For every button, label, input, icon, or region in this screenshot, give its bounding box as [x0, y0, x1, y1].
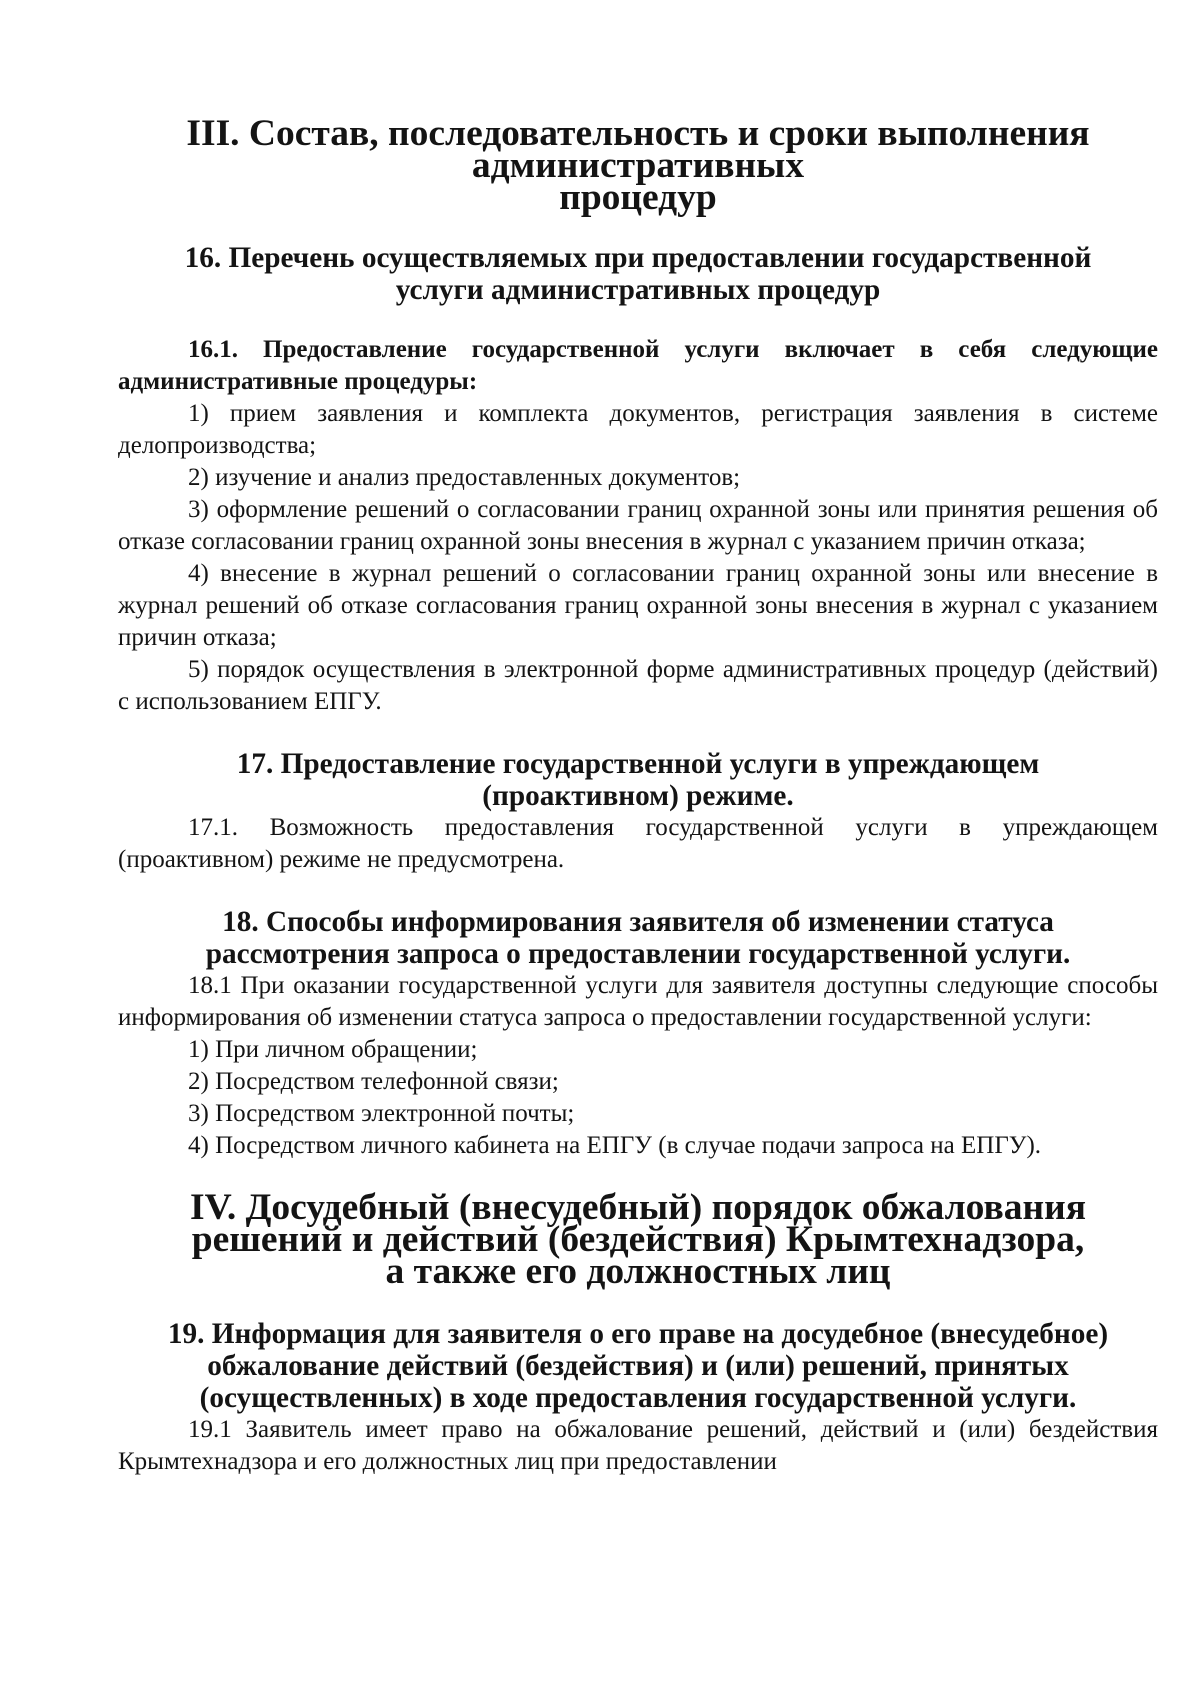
heading-line: услуги административных процедур [395, 274, 881, 306]
section-19-text: 19.1 Заявитель имеет право на обжалование решений, действий и (или) бездействия Крымтехнадзора и его должностных лиц при предоставлении [118, 1416, 1158, 1475]
document-page [118, 113, 1158, 1478]
section-4-heading [118, 1187, 1158, 1292]
heading-line: 17. Предоставление государственной услуги в упреждающем [236, 748, 1040, 780]
section-18-text: 18.1 При оказании государственной услуги для заявителя доступны следующие способы информирования об изменении статуса запроса о предоставлении государственной услуги: [118, 972, 1158, 1031]
list-item: 2) Посредством телефонной связи; [188, 1068, 559, 1095]
heading-line: IV. Досудебный (внесудебный) порядок обжалования [189, 1187, 1086, 1228]
heading-line: решений и действий (бездействия) Крымтехнадзора, [191, 1219, 1085, 1260]
section-17-text: 17.1. Возможность предоставления государственной услуги в упреждающем (проактивном) режиме не предусмотрена. [118, 814, 1158, 873]
list-item: 4) внесение в журнал решений о согласовании границ охранной зоны или внесение в журнал решений об отказе согласования границ охранной зоны внесения в журнал с указанием причин отказа; [118, 560, 1158, 651]
section-16-lead: 16.1. Предоставление государственной услуги включает в себя следующие административные процедуры: [118, 336, 1158, 395]
list-item: 5) порядок осуществления в электронной форме административных процедур (действий) с использованием ЕПГУ. [118, 656, 1158, 715]
heading-line: (осуществленных) в ходе предоставления государственной услуги. [199, 1382, 1077, 1414]
section-3-heading [118, 113, 1158, 218]
heading-line: процедур [559, 177, 717, 218]
list-item: 3) Посредством электронной почты; [188, 1100, 575, 1127]
list-item: 1) При личном обращении; [188, 1036, 478, 1063]
list-item: 4) Посредством личного кабинета на ЕПГУ (в случае подачи запроса на ЕПГУ). [188, 1132, 1042, 1159]
section-16-heading [118, 242, 1158, 306]
heading-line: обжалование действий (бездействия) и (или) решений, принятых [207, 1350, 1069, 1382]
heading-line: а также его должностных лиц [385, 1251, 891, 1292]
heading-line: (проактивном) режиме. [482, 780, 794, 812]
list-item: 2) изучение и анализ предоставленных документов; [188, 464, 741, 491]
heading-line: 16. Перечень осуществляемых при предоставлении государственной [184, 242, 1092, 274]
heading-line: III. Состав, последовательность и сроки выполнения административных [186, 113, 1090, 186]
heading-line: 19. Информация для заявителя о его праве на досудебное (внесудебное) [167, 1318, 1109, 1350]
section-17-heading [118, 748, 1158, 812]
section-18-heading [118, 906, 1158, 970]
heading-line: рассмотрения запроса о предоставлении государственной услуги. [205, 938, 1071, 970]
heading-line: 18. Способы информирования заявителя об изменении статуса [222, 906, 1054, 938]
section-19-heading [118, 1318, 1158, 1414]
list-item: 1) прием заявления и комплекта документов, регистрация заявления в системе делопроизводства; [118, 400, 1158, 459]
list-item: 3) оформление решений о согласовании границ охранной зоны или принятия решения об отказе согласовании границ охранной зоны внесения в журнал с указанием причин отказа; [118, 496, 1158, 555]
